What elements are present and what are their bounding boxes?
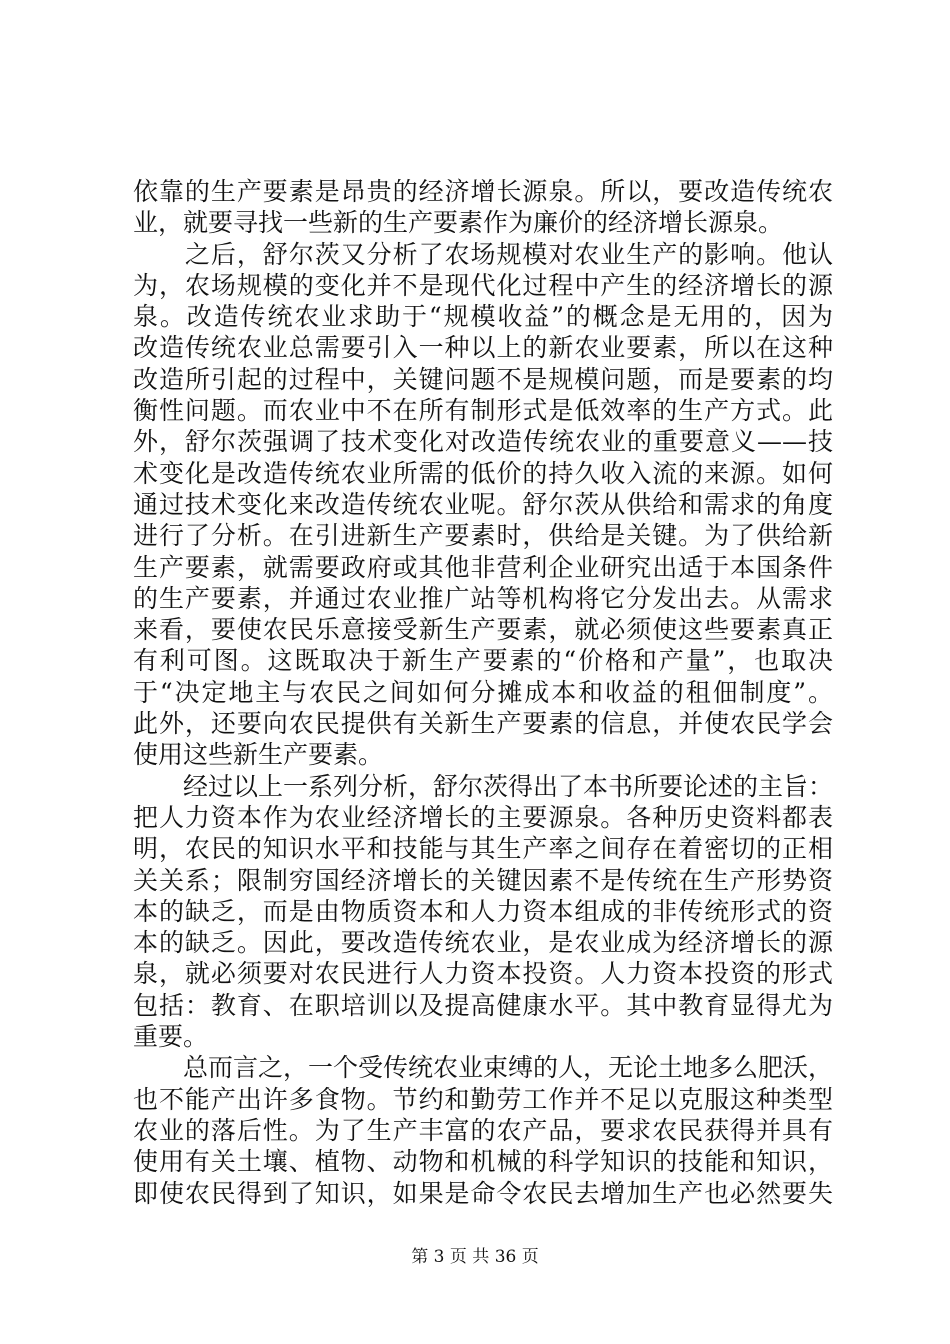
- text-line: 术变化是改造传统农业所需的低价的持久收入流的来源。如何: [133, 458, 833, 488]
- text-line: 衡性问题。而农业中不在所有制形式是低效率的生产方式。此: [133, 396, 833, 426]
- text-line: 泉。改造传统农业求助于“规模收益”的概念是无用的，因为: [133, 302, 833, 332]
- text-line: 此外，还要向农民提供有关新生产要素的信息，并使农民学会: [133, 709, 833, 739]
- text-line: 改造所引起的过程中，关键问题不是规模问题，而是要素的均: [133, 364, 833, 394]
- text-line: 进行了分析。在引进新生产要素时，供给是关键。为了供给新: [133, 521, 833, 551]
- text-line: 明，农民的知识水平和技能与其生产率之间存在着密切的正相: [133, 834, 833, 864]
- text-line: 本的缺乏。因此，要改造传统农业，是农业成为经济增长的源: [133, 928, 833, 958]
- page-footer: 第 3 页 共 36 页: [411, 1247, 539, 1267]
- text-line: 于“决定地主与农民之间如何分摊成本和收益的租佃制度”。: [133, 677, 833, 707]
- text-line: 外，舒尔茨强调了技术变化对改造传统农业的重要意义——技: [133, 427, 833, 457]
- text-line: 之后，舒尔茨又分析了农场规模对农业生产的影响。他认: [133, 239, 833, 269]
- text-line: 来看，要使农民乐意接受新生产要素，就必须使这些要素真正: [133, 615, 833, 645]
- text-line: 总而言之，一个受传统农业束缚的人，无论土地多么肥沃，: [133, 1053, 834, 1083]
- text-line: 包括：教育、在职培训以及提高健康水平。其中教育显得尤为: [133, 990, 833, 1020]
- text-line: 通过技术变化来改造传统农业呢。舒尔茨从供给和需求的角度: [133, 489, 833, 519]
- text-line: 改造传统农业总需要引入一种以上的新农业要素，所以在这种: [133, 333, 833, 363]
- text-line: 重要。: [133, 1022, 209, 1052]
- document-body: [133, 176, 833, 1209]
- text-line: 依靠的生产要素是昂贵的经济增长源泉。所以，要改造传统农: [133, 177, 833, 206]
- text-line: 使用这些新生产要素。: [133, 740, 384, 770]
- text-line: 的生产要素，并通过农业推广站等机构将它分发出去。从需求: [133, 583, 833, 613]
- text-line: 泉，就必须要对农民进行人力资本投资。人力资本投资的形式: [133, 959, 833, 989]
- text-line: 使用有关土壤、植物、动物和机械的科学知识的技能和知识，: [133, 1147, 833, 1177]
- text-line: 也不能产出许多食物。节约和勤劳工作并不足以克服这种类型: [133, 1084, 833, 1114]
- text-line: 即使农民得到了知识，如果是命令农民去增加生产也必然要失: [133, 1178, 833, 1208]
- text-line: 农业的落后性。为了生产丰富的农产品，要求农民获得并具有: [133, 1115, 833, 1145]
- text-line: 本的缺乏，而是由物质资本和人力资本组成的非传统形式的资: [133, 896, 833, 926]
- text-line: 经过以上一系列分析，舒尔茨得出了本书所要论述的主旨：: [133, 771, 834, 801]
- text-line: 把人力资本作为农业经济增长的主要源泉。各种历史资料都表: [133, 802, 833, 832]
- text-line: 生产要素，就需要政府或其他非营利企业研究出适于本国条件: [133, 552, 833, 582]
- text-line: 业，就要寻找一些新的生产要素作为廉价的经济增长源泉。: [133, 208, 784, 238]
- text-line: 关关系；限制穷国经济增长的关键因素不是传统在生产形势资: [133, 865, 833, 895]
- text-line: 有利可图。这既取决于新生产要素的“价格和产量”，也取决: [133, 646, 833, 676]
- text-line: 为，农场规模的变化并不是现代化过程中产生的经济增长的源: [133, 270, 833, 300]
